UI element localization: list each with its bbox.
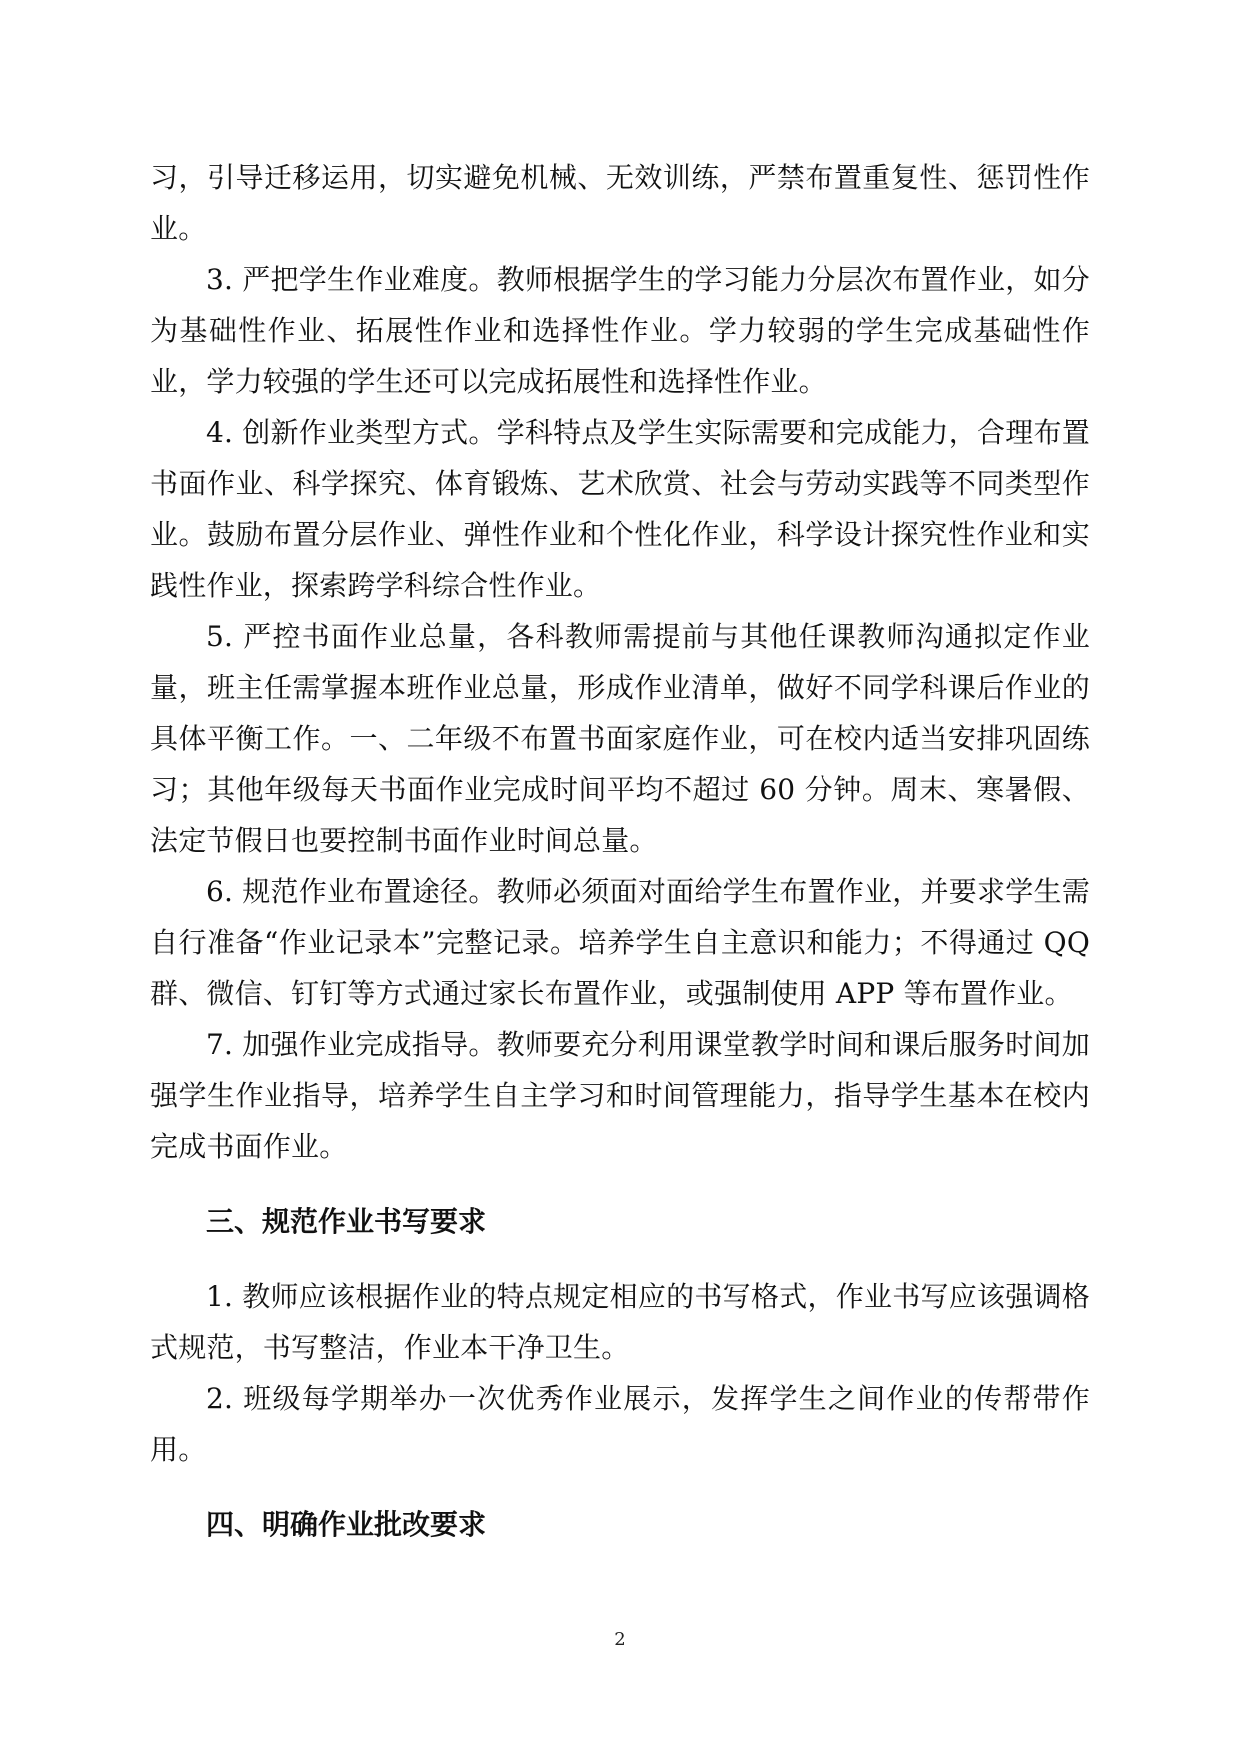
section-heading-3: 三、规范作业书写要求 [206,1205,487,1238]
section3-paragraph-1: 1. 教师应该根据作业的特点规定相应的书写格式，作业书写应该强调格式规范，书写整洁，作业本干净卫生。 [150,1280,1091,1364]
paragraph-item-5: 5. 严控书面作业总量，各科教师需提前与其他任课教师沟通拟定作业量，班主任需掌握本班作业总量，形成作业清单，做好不同学科课后作业的具体平衡工作。一、二年级不布置书面家庭作业，可在校内适当安排巩固练习；其他年级每天书面作业完成时间平均不超过 60 分钟。周末、寒暑假、法定节假日也要控制书面作业时间总量。 [150,620,1090,857]
page-number: 2 [614,1629,626,1650]
paragraph-item-7: 7. 加强作业完成指导。教师要充分利用课堂教学时间和课后服务时间加强学生作业指导，培养学生自主学习和时间管理能力，指导学生基本在校内完成书面作业。 [150,1028,1091,1163]
section-heading-4: 四、明确作业批改要求 [206,1508,487,1541]
paragraph-item-3: 3. 严把学生作业难度。教师根据学生的学习能力分层次布置作业，如分为基础性作业、拓展性作业和选择性作业。学力较弱的学生完成基础性作业，学力较强的学生还可以完成拓展性和选择性作业。 [150,263,1091,398]
paragraph-item-6: 6. 规范作业布置途径。教师必须面对面给学生布置作业，并要求学生需自行准备“作业记录本”完整记录。培养学生自主意识和能力；不得通过 QQ 群、微信、钉钉等方式通过家长布置作业，或强制使用 APP 等布置作业。 [150,875,1091,1010]
section-gap [150,1475,1090,1499]
paragraph-item-4: 4. 创新作业类型方式。学科特点及学生实际需要和完成能力，合理布置书面作业、科学探究、体育锻炼、艺术欣赏、社会与劳动实践等不同类型作业。鼓励布置分层作业、弹性作业和个性化作业，科学设计探究性作业和实践性作业，探索跨学科综合性作业。 [150,416,1091,602]
section-gap [150,1247,1090,1271]
section-gap [150,1172,1090,1196]
paragraph-continuation: 习，引导迁移运用，切实避免机械、无效训练，严禁布置重复性、惩罚性作业。 [150,161,1090,245]
section3-paragraph-2: 2. 班级每学期举办一次优秀作业展示，发挥学生之间作业的传帮带作用。 [150,1382,1090,1466]
document-body [150,152,1090,1550]
